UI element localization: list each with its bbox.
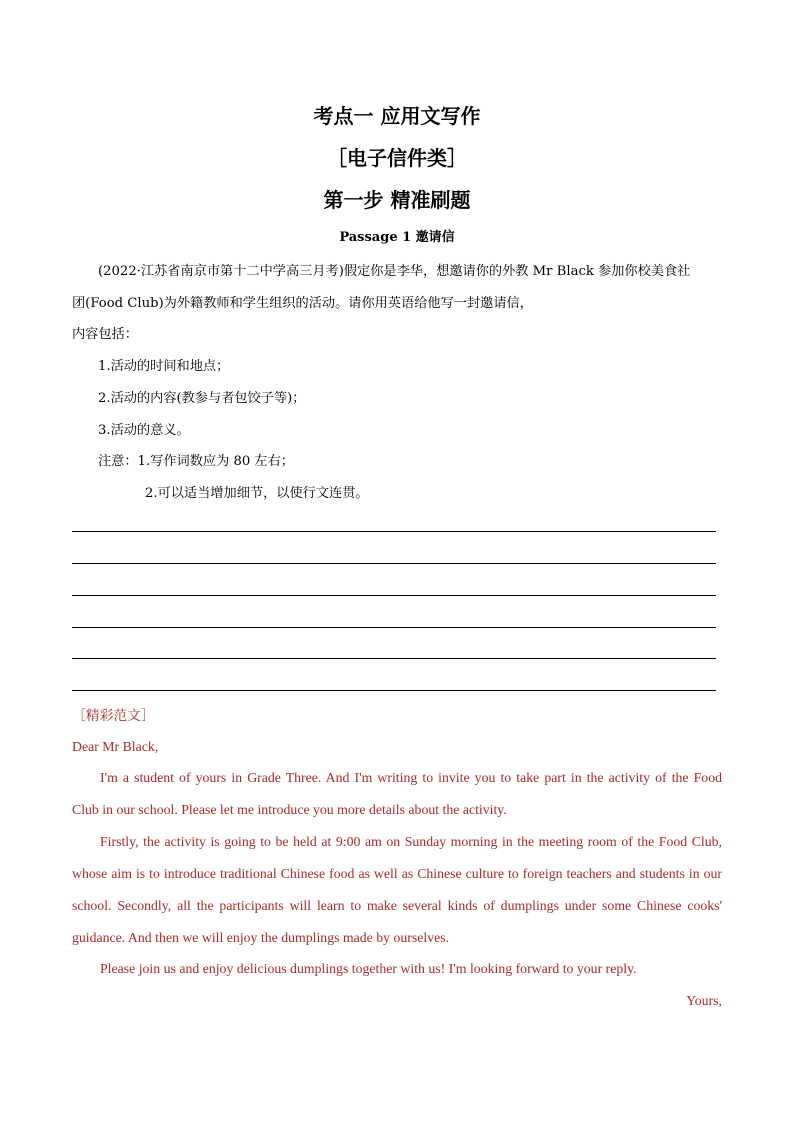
essay-p2-line3: school. Secondly, all the participants will learn to make several kinds of dumplings under some Chinese cooks' xyxy=(72,898,722,913)
essay-greeting: Dear Mr Black, xyxy=(72,739,159,754)
essay-p2-line1: Firstly, the activity is going to be held at 9:00 am on Sunday morning in the meeting room of the Food Club, xyxy=(100,834,722,849)
essay-p2-line4: guidance. And then we will enjoy the dumplings made by ourselves. xyxy=(72,930,450,945)
answer-line xyxy=(72,563,716,564)
content-item-2: 2.活动的内容(教参与者包饺子等)； xyxy=(98,391,306,406)
essay-p3-line1: Please join us and enjoy delicious dumplings together with us! I'm looking forward to your reply. xyxy=(100,961,637,976)
answer-line xyxy=(72,690,716,691)
passage-heading: Passage 1 邀请信 xyxy=(339,230,455,245)
prompt-line-2: 团(Food Club)为外籍教师和学生组织的活动。请你用英语给他写一封邀请信， xyxy=(72,296,533,311)
step-title: 第一步 精准刷题 xyxy=(323,188,471,212)
content-item-3: 3.活动的意义。 xyxy=(98,423,190,438)
content-label: 内容包括： xyxy=(72,327,138,342)
note-2: 2.可以适当增加细节，以使行文连贯。 xyxy=(145,486,369,501)
category-title: ［电子信件类］ xyxy=(327,146,467,170)
answer-line xyxy=(72,627,716,628)
note-1: 注意：1.写作词数应为 80 左右； xyxy=(98,454,294,469)
essay-p1-line2: Club in our school. Please let me introduce you more details about the activity. xyxy=(72,802,507,817)
content-item-1: 1.活动的时间和地点； xyxy=(98,359,230,374)
answer-line xyxy=(72,595,716,596)
essay-p1-line1: I'm a student of yours in Grade Three. And I'm writing to invite you to take part in the activity of the Food xyxy=(100,770,722,785)
answer-line xyxy=(72,658,716,659)
section-title: 考点一 应用文写作 xyxy=(313,104,481,128)
essay-p2-line2: whose aim is to introduce traditional Chinese food as well as Chinese culture to foreign teachers and students in our xyxy=(72,866,722,881)
essay-closing: Yours, xyxy=(686,993,722,1008)
essay-label: ［精彩范文］ xyxy=(72,708,155,723)
prompt-line-1: (2022·江苏省南京市第十二中学高三月考)假定你是李华，想邀请你的外教 Mr Black 参加你校美食社 xyxy=(98,264,691,279)
answer-line xyxy=(72,531,716,532)
